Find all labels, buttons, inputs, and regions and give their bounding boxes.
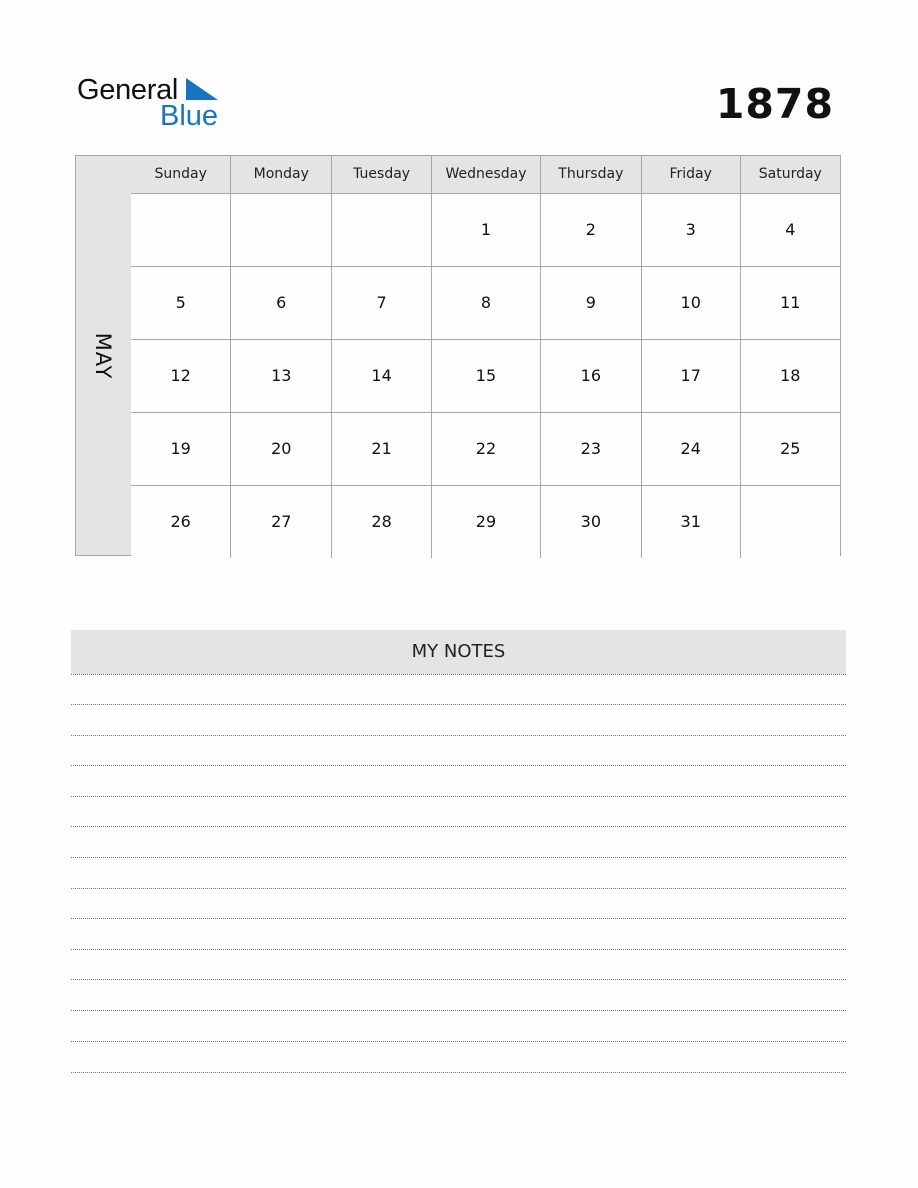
triangle-flag-icon bbox=[186, 78, 218, 100]
day-cell bbox=[131, 193, 231, 266]
day-cell: 27 bbox=[231, 485, 332, 558]
day-cell: 5 bbox=[131, 266, 231, 339]
day-cell: 4 bbox=[740, 193, 840, 266]
brand-logo bbox=[77, 74, 227, 130]
notes-line bbox=[71, 674, 846, 675]
notes-line bbox=[71, 1010, 846, 1011]
day-cell: 9 bbox=[540, 266, 641, 339]
notes-header: MY NOTES bbox=[71, 630, 846, 674]
day-cell: 6 bbox=[231, 266, 332, 339]
day-cell: 31 bbox=[641, 485, 740, 558]
day-cell: 2 bbox=[540, 193, 641, 266]
day-cell: 16 bbox=[540, 339, 641, 412]
weekday-tuesday: Tuesday bbox=[332, 156, 432, 193]
notes-line bbox=[71, 765, 846, 766]
week-row bbox=[131, 485, 840, 558]
notes-line bbox=[71, 979, 846, 980]
weekday-monday: Monday bbox=[231, 156, 332, 193]
notes-line bbox=[71, 826, 846, 827]
day-cell: 12 bbox=[131, 339, 231, 412]
notes-line bbox=[71, 704, 846, 705]
day-cell: 17 bbox=[641, 339, 740, 412]
weekday-saturday: Saturday bbox=[740, 156, 840, 193]
day-cell bbox=[231, 193, 332, 266]
day-cell: 15 bbox=[432, 339, 541, 412]
day-cell: 29 bbox=[432, 485, 541, 558]
notes-line bbox=[71, 888, 846, 889]
day-cell: 18 bbox=[740, 339, 840, 412]
calendar-table bbox=[131, 156, 840, 558]
notes-line bbox=[71, 918, 846, 919]
day-cell: 7 bbox=[332, 266, 432, 339]
notes-line bbox=[71, 1072, 846, 1073]
day-cell: 25 bbox=[740, 412, 840, 485]
day-cell: 3 bbox=[641, 193, 740, 266]
weekday-wednesday: Wednesday bbox=[432, 156, 541, 193]
month-label: MAY bbox=[91, 332, 115, 380]
notes-line bbox=[71, 949, 846, 950]
calendar-grid bbox=[75, 155, 841, 556]
week-row bbox=[131, 412, 840, 485]
day-cell: 13 bbox=[231, 339, 332, 412]
day-cell: 22 bbox=[432, 412, 541, 485]
notes-line bbox=[71, 796, 846, 797]
day-cell: 23 bbox=[540, 412, 641, 485]
weekday-friday: Friday bbox=[641, 156, 740, 193]
week-row bbox=[131, 266, 840, 339]
day-cell: 19 bbox=[131, 412, 231, 485]
day-cell: 24 bbox=[641, 412, 740, 485]
day-cell: 21 bbox=[332, 412, 432, 485]
notes-line bbox=[71, 857, 846, 858]
weekday-thursday: Thursday bbox=[540, 156, 641, 193]
notes-line bbox=[71, 735, 846, 736]
notes-line bbox=[71, 1041, 846, 1042]
weekday-header-row bbox=[131, 156, 840, 193]
day-cell: 20 bbox=[231, 412, 332, 485]
day-cell: 28 bbox=[332, 485, 432, 558]
weekday-sunday: Sunday bbox=[131, 156, 231, 193]
week-row bbox=[131, 193, 840, 266]
month-column bbox=[76, 156, 132, 555]
day-cell: 8 bbox=[432, 266, 541, 339]
day-cell: 11 bbox=[740, 266, 840, 339]
year-title: 1878 bbox=[715, 80, 834, 128]
week-row bbox=[131, 339, 840, 412]
brand-name-blue: Blue bbox=[160, 100, 219, 132]
day-cell: 14 bbox=[332, 339, 432, 412]
day-cell: 1 bbox=[432, 193, 541, 266]
day-cell bbox=[740, 485, 840, 558]
day-cell bbox=[332, 193, 432, 266]
day-cell: 30 bbox=[540, 485, 641, 558]
day-cell: 10 bbox=[641, 266, 740, 339]
day-cell: 26 bbox=[131, 485, 231, 558]
brand-name-general: General bbox=[77, 74, 179, 106]
